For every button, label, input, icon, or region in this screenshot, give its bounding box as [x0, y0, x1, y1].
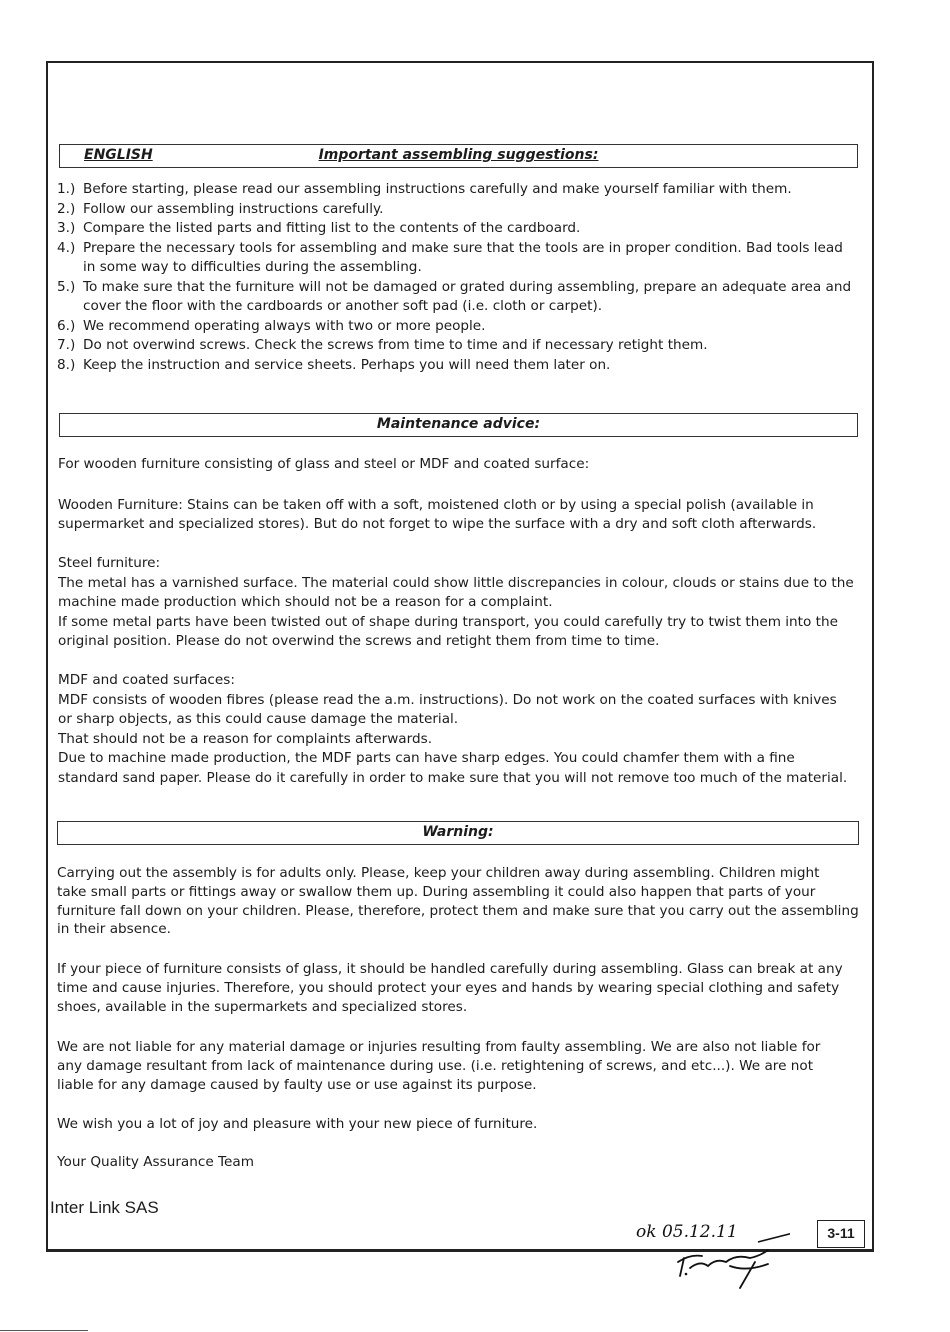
steel-line-3: If some metal parts have been twisted out of shape during transport, you could carefully try to twist them into the: [58, 614, 838, 630]
mdf-line-5: standard sand paper. Please do it carefully in order to make sure that you will not remove too much of the material.: [58, 770, 848, 786]
suggestion-number: 1.): [57, 181, 76, 197]
suggestion-item: [57, 239, 851, 259]
mdf-line-4: Due to machine made production, the MDF parts can have sharp edges. You could chamfer them with a fine: [58, 750, 795, 766]
suggestion-number: 4.): [57, 239, 76, 256]
warning-header: [57, 821, 859, 845]
suggestion-item: [57, 180, 851, 200]
company-name: Inter Link SAS: [50, 1198, 159, 1217]
suggestion-text: Compare the listed parts and fitting list to the contents of the cardboard.: [83, 220, 581, 236]
mdf-heading: MDF and coated surfaces:: [58, 672, 235, 688]
warning-p2-line-2: time and cause injuries. Therefore, you should protect your eyes and hands by wearing special clothing and safety: [57, 980, 840, 996]
maintenance-intro: For wooden furniture consisting of glass and steel or MDF and coated surface:: [58, 456, 590, 472]
suggestion-text: Keep the instruction and service sheets. Perhaps you will need them later on.: [83, 356, 611, 373]
steel-line-4: original position. Please do not overwind the screws and retight them from time to time.: [58, 633, 660, 649]
warning-p1-line-2: take small parts or fittings away or swallow them up. During assembling it could also happen that parts of your: [57, 884, 816, 900]
warning-p2-line-3: shoes, available in the supermarkets and specialized stores.: [57, 999, 468, 1015]
warning-p4: We wish you a lot of joy and pleasure with your new piece of furniture.: [57, 1116, 538, 1132]
suggestion-number: 6.): [57, 317, 76, 334]
scan-edge-line: [0, 1330, 88, 1331]
signature-icon: [660, 1232, 790, 1292]
wooden-line-1: Wooden Furniture: Stains can be taken off with a soft, moistened cloth or by using a special polish (available in: [58, 497, 814, 513]
suggestion-text: Prepare the necessary tools for assembling and make sure that the tools are in proper condition. Bad tools lead: [83, 239, 843, 256]
suggestion-number: 2.): [57, 200, 76, 217]
suggestion-text: Do not overwind screws. Check the screws from time to time and if necessary retight them.: [83, 337, 708, 353]
suggestion-text: To make sure that the furniture will not be damaged or grated during assembling, prepare an adequate area and: [83, 278, 852, 295]
suggestion-number: 5.): [57, 278, 76, 295]
mdf-line-1: MDF consists of wooden fibres (please read the a.m. instructions). Do not work on the coated surfaces with knives: [58, 692, 837, 708]
handwritten-date: ok 05.12.11: [636, 1222, 738, 1242]
steel-heading: Steel furniture:: [58, 555, 161, 571]
steel-line-1: The metal has a varnished surface. The material could show little discrepancies in colour, clouds or stains due to the: [58, 575, 854, 591]
warning-title: Warning:: [422, 824, 494, 840]
mdf-line-3: That should not be a reason for complaints afterwards.: [58, 731, 433, 747]
warning-p1-line-3: furniture fall down on your children. Please, therefore, protect them and make sure that you carry out the assembling: [57, 903, 859, 919]
warning-p2-line-1: If your piece of furniture consists of glass, it should be handled carefully during assembling. Glass can break at any: [57, 961, 843, 977]
suggestion-text: Before starting, please read our assembling instructions carefully and make yourself familiar with them.: [83, 181, 792, 197]
suggestion-item: [57, 219, 851, 239]
suggestion-text-continued: in some way to difficulties during the assembling.: [83, 259, 422, 275]
suggestion-text: Follow our assembling instructions carefully.: [83, 200, 384, 217]
suggestion-item: [57, 200, 851, 220]
warning-p3-line-3: liable for any damage caused by faulty use or use against its purpose.: [57, 1077, 537, 1093]
warning-p1-line-1: Carrying out the assembly is for adults only. Please, keep your children away during assembling. Children might: [57, 865, 820, 881]
page-number: 3-11: [817, 1220, 865, 1248]
suggestion-item: [57, 317, 851, 337]
maintenance-header: [59, 413, 858, 437]
suggestion-item: [57, 356, 851, 376]
suggestion-item: [57, 278, 851, 298]
language-label: ENGLISH: [84, 147, 153, 163]
warning-p3-line-1: We are not liable for any material damage or injuries resulting from faulty assembling. We are also not liable for: [57, 1039, 821, 1055]
warning-p3-line-2: any damage resultant from lack of maintenance during use. (i.e. retightening of screws, and etc...). We are not: [57, 1058, 814, 1074]
suggestions-header: [59, 144, 858, 168]
suggestion-text: We recommend operating always with two or more people.: [83, 317, 486, 334]
suggestions-list: [57, 180, 851, 375]
mdf-line-2: or sharp objects, as this could cause damage the material.: [58, 711, 459, 727]
suggestion-item: [57, 336, 851, 356]
suggestion-number: 3.): [57, 220, 76, 236]
suggestions-title: Important assembling suggestions:: [318, 147, 599, 163]
wooden-line-2: supermarket and specialized stores). But do not forget to wipe the surface with a dry and soft cloth afterwards.: [58, 516, 817, 532]
signoff: Your Quality Assurance Team: [57, 1154, 254, 1170]
warning-p1-line-4: in their absence.: [57, 921, 171, 937]
suggestion-text-continued: cover the floor with the cardboards or another soft pad (i.e. cloth or carpet).: [83, 298, 603, 314]
maintenance-title: Maintenance advice:: [376, 416, 541, 432]
suggestion-number: 8.): [57, 356, 76, 373]
steel-line-2: machine made production which should not be a reason for a complaint.: [58, 594, 553, 610]
suggestion-number: 7.): [57, 337, 76, 353]
